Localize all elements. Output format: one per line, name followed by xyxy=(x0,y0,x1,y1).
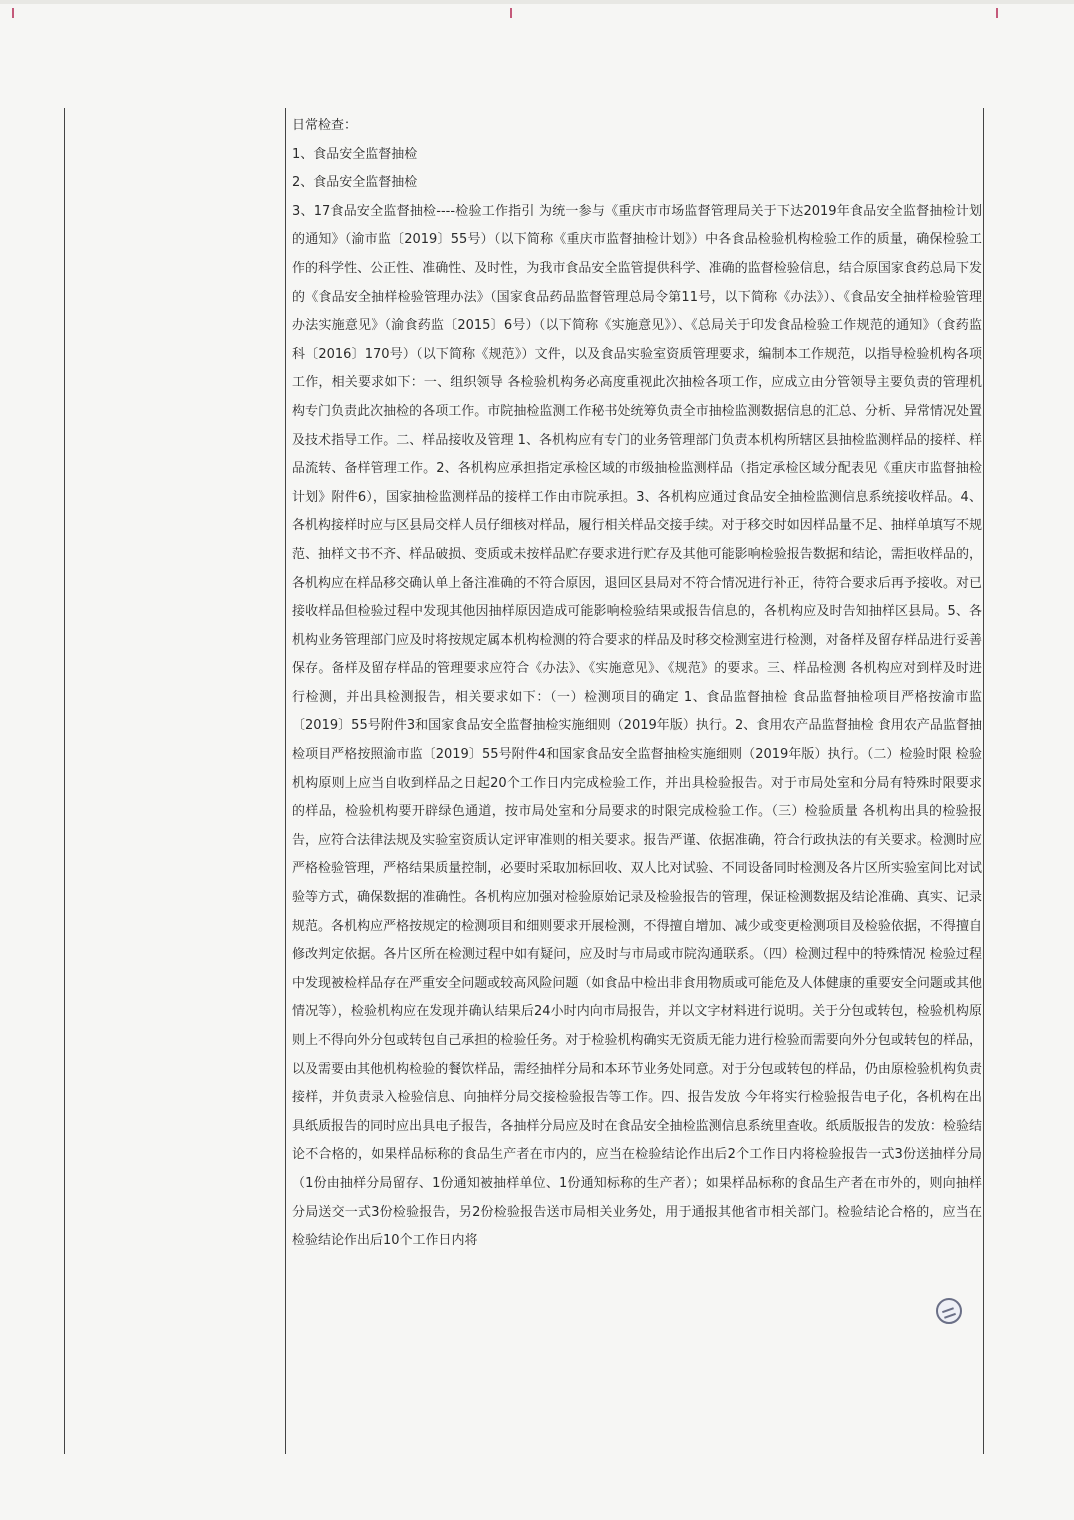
list-item: 2、食品安全监督抽检 xyxy=(292,175,418,191)
left-margin-rule xyxy=(64,108,65,1454)
registration-mark xyxy=(12,8,14,18)
content-left-border xyxy=(285,108,286,1454)
registration-mark xyxy=(510,8,512,18)
document-body xyxy=(292,112,982,1256)
section-heading: 日常检查： xyxy=(292,118,358,133)
scanner-logo-icon xyxy=(936,1298,962,1324)
scan-top-edge xyxy=(0,0,1074,4)
content-right-border xyxy=(983,108,984,1454)
main-paragraph: 3、17食品安全监督抽检----检验工作指引 为统一参与《重庆市市场监督管理局关于下达2019年食品安全监督抽检计划的通知》（渝市监〔2019〕55号）（以下简称《重庆市监督抽检计划》）中各食品检验机构检验工作的质量，确保检验工作的科学性、公正性、准确性、及时性，为我市食品安全监管提供科学、准确的监督检验信息，结合原国家食药总局下发的《食品安全抽样检验管理办法》（国家食品药品监督管理总局令第11号，以下简称《办法》）、《食品安全抽样检验管理办法实施意见》（渝食药监〔2015〕6号）（以下简称《实施意见》）、《总局关于印发食品检验工作规范的通知》（食药监科〔2016〕170号）（以下简称《规范》）文件，以及食品实验室资质管理要求，编制本工作规范，以指导检验机构各项工作，相关要求如下：一、组织领导 各检验机构务必高度重视此次抽检各项工作，应成立由分管领导主要负责的管理机构专门负责此次抽检的各项工作。市院抽检监测工作秘书处统筹负责全市抽检监测数据信息的汇总、分析、异常情况处置及技术指导工作。二、样品接收及管理 1、各机构应有专门的业务管理部门负责本机构所辖区县抽检监测样品的接样、样品流转、备样管理工作。2、各机构应承担指定承检区域的市级抽检监测样品（指定承检区域分配表见《重庆市监督抽检计划》附件6），国家抽检监测样品的接样工作由市院承担。3、各机构应通过食品安全抽检监测信息系统接收样品。4、各机构接样时应与区县局交样人员仔细核对样品，履行相关样品交接手续。对于移交时如因样品量不足、抽样单填写不规范、抽样文书不齐、样品破损、变质或未按样品贮存要求进行贮存及其他可能影响检验报告数据和结论，需拒收样品的，各机构应在样品移交确认单上备注准确的不符合原因，退回区县局对不符合情况进行补正，待符合要求后再予接收。对已接收样品但检验过程中发现其他因抽样原因造成可能影响检验结果或报告信息的，各机构应及时告知抽样区县局。5、各机构业务管理部门应及时将按规定属本机构检测的符合要求的样品及时移交检测室进行检测，对备样及留存样品进行妥善保存。备样及留存样品的管理要求应符合《办法》、《实施意见》、《规范》的要求。三、样品检测 各机构应对到样及时进行检测，并出具检测报告，相关要求如下：（一）检测项目的确定 1、食品监督抽检 食品监督抽检项目严格按渝市监〔2019〕55号附件3和国家食品安全监督抽检实施细则（2019年版）执行。2、食用农产品监督抽检 食用农产品监督抽检项目严格按照渝市监〔2019〕55号附件4和国家食品安全监督抽检实施细则（2019年版）执行。（二）检验时限 检验机构原则上应当自收到样品之日起20个工作日内完成检验工作，并出具检验报告。对于市局处室和分局有特殊时限要求的样品，检验机构要开辟绿色通道，按市局处室和分局要求的时限完成检验工作。（三）检验质量 各机构出具的检验报告，应符合法律法规及实验室资质认定评审准则的相关要求。报告严谨、依据准确，符合行政执法的有关要求。检测时应严格检验管理，严格结果质量控制，必要时采取加标回收、双人比对试验、不同设备同时检测及各片区所实验室间比对试验等方式，确保数据的准确性。各机构应加强对检验原始记录及检验报告的管理，保证检测数据及结论准确、真实、记录规范。各机构应严格按规定的检测项目和细则要求开展检测，不得擅自增加、减少或变更检测项目及检验依据，不得擅自修改判定依据。各片区所在检测过程中如有疑问，应及时与市局或市院沟通联系。（四）检测过程中的特殊情况 检验过程中发现被检样品存在严重安全问题或较高风险问题（如食品中检出非食用物质或可能危及人体健康的重要安全问题或其他情况等），检验机构应在发现并确认结果后24小时内向市局报告，并以文字材料进行说明。关于分包或转包，检验机构原则上不得向外分包或转包自己承担的检验任务。对于检验机构确实无资质无能力进行检验而需要向外分包或转包的样品，以及需要由其他机构检验的餐饮样品，需经抽样分局和本环节业务处同意。对于分包或转包的样品，仍由原检验机构负责接样，并负责录入检验信息、向抽样分局交接检验报告等工作。四、报告发放 今年将实行检验报告电子化，各机构在出具纸质报告的同时应出具电子报告，各抽样分局应及时在食品安全抽检监测信息系统里查收。纸质版报告的发放：检验结论不合格的，如果样品标称的食品生产者在市内的，应当在检验结论作出后2个工作日内将检验报告一式3份送抽样分局（1份由抽样分局留存、1份通知被抽样单位、1份通知标称的生产者）；如果样品标称的食品生产者在市外的，则向抽样分局送交一式3份检验报告，另2份检验报告送市局相关业务处，用于通报其他省市相关部门。检验结论合格的，应当在检验结论作出后10个工作日内将 xyxy=(292,203,982,1249)
registration-mark xyxy=(996,8,998,18)
list-item: 1、食品安全监督抽检 xyxy=(292,146,418,162)
